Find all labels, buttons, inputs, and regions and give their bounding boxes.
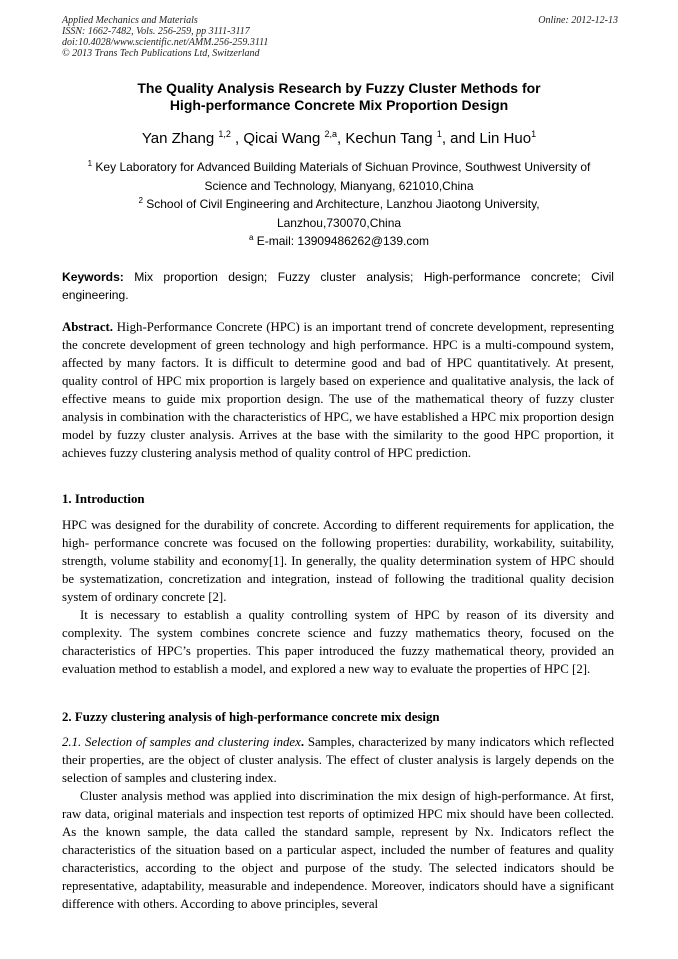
author-affiliation-mark: 2,a [324, 129, 338, 139]
author-name: , Kechun Tang [337, 130, 437, 147]
issn-line: ISSN: 1662-7482, Vols. 256-259, pp 3111-3117 [62, 26, 250, 37]
running-header [62, 15, 618, 59]
section-heading: 2. Fuzzy clustering analysis of high-performance concrete mix design [62, 710, 440, 724]
title-line-1: The Quality Analysis Research by Fuzzy Cluster Methods for [137, 80, 541, 96]
keywords-label: Keywords: [62, 270, 124, 284]
section-heading: 1. Introduction [62, 492, 145, 506]
author-affiliation-mark: 1 [436, 129, 442, 139]
author-affiliation-mark: 1 [531, 129, 537, 139]
affiliations [62, 158, 616, 251]
abstract-label: Abstract. [62, 320, 114, 334]
copyright-line: © 2013 Trans Tech Publications Ltd, Switzerland [62, 48, 260, 59]
author-affiliation-mark: 1,2 [218, 129, 231, 139]
affiliation-2-cont: Lanzhou,730070,China [276, 215, 402, 230]
title-line-2: High-performance Concrete Mix Proportion Design [169, 97, 509, 113]
paragraph: HPC was designed for the durability of concrete. According to different requirements for application, the high- performance concrete was focused on the following properties: durability, workability, suitability, strength, volume stability and economy[1]. In generally, the quality determination system of HPC should be systematization, concretization and integration, instead of following the traditional quality decision system of ordinary concrete [2]. [62, 518, 614, 604]
author-list [62, 130, 616, 148]
online-date: Online: 2012-12-13 [538, 15, 618, 26]
affiliation-2: $^2$ School of Civil Engineering and Architecture, Lanzhou Jiaotong University, [138, 196, 540, 211]
author-name: , Qicai Wang [230, 130, 325, 147]
section-fuzzy-clustering [62, 708, 614, 913]
section-introduction [62, 490, 614, 678]
keywords-text: Mix proportion design; Fuzzy cluster analysis; High-performance concrete; Civil engineering. [62, 270, 614, 302]
paragraph: Cluster analysis method was applied into discrimination the mix design of high-performance. At first, raw data, original materials and inspection test reports of optimized HPC mix should have been collected. As the known sample, the data called the standard sample, represent by Nx. Indicators reflect the characteristics of the situation based on a particular aspect, included the number of features and quality characteristics, according to the object and purpose of the study. The selected indicators should be representative, adaptability, measurable and independence. Moreover, indicators should have a significant difference with others. According to above principles, several [62, 789, 614, 911]
paper-title [62, 80, 616, 114]
journal-name: Applied Mechanics and Materials [62, 15, 198, 26]
author-name: Yan Zhang [141, 130, 219, 147]
abstract [62, 318, 614, 462]
affiliation-1-cont: Science and Technology, Mianyang, 621010,China [204, 178, 474, 193]
subsection-heading: 2.1. Selection of samples and clustering index [62, 735, 301, 749]
paragraph: It is necessary to establish a quality controlling system of HPC by reason of its diversity and complexity. The system combines concrete science and fuzzy mathematics theory, focused on the characteristics of HPC’s properties. This paper introduced the fuzzy mathematical theory, provided an evaluation method to establish a model, and explored a new way to evaluate the properties of HPC [2]. [62, 608, 614, 676]
keywords [62, 268, 614, 304]
abstract-text: High-Performance Concrete (HPC) is an important trend of concrete development, representing the concrete development of green technology and high performance. HPC is a multi-compound system, affected by many factors. It is difficult to determine good and bad of HPC quantitatively. At present, quality control of HPC mix proportion is largely based on experience and qualitative analysis, the lack of effective means to guide mix proportion design. The use of the mathematical theory of fuzzy cluster analysis in combination with the characteristics of HPC, we have established a HPC mix proportion design model by fuzzy cluster analysis. Arrives at the base with the similarity to the good HPC proportion, it achieves fuzzy clustering analysis method of quality control of HPC prediction. [62, 320, 614, 460]
doi-line: doi:10.4028/www.scientific.net/AMM.256-259.3111 [62, 37, 269, 48]
email-line: $^a$ E-mail: 13909486262@139.com [248, 233, 430, 248]
paragraph: 2.1. Selection of samples and clustering index. Samples, characterized by many indicators which reflected their properties, are the object of cluster analysis. The effect of cluster analysis is largely depends on the selection of samples and clustering index. [62, 735, 614, 785]
affiliation-1: $^1$ Key Laboratory for Advanced Building Materials of Sichuan Province, Southwest University of [87, 159, 591, 174]
author-name: , and Lin Huo [441, 130, 532, 147]
